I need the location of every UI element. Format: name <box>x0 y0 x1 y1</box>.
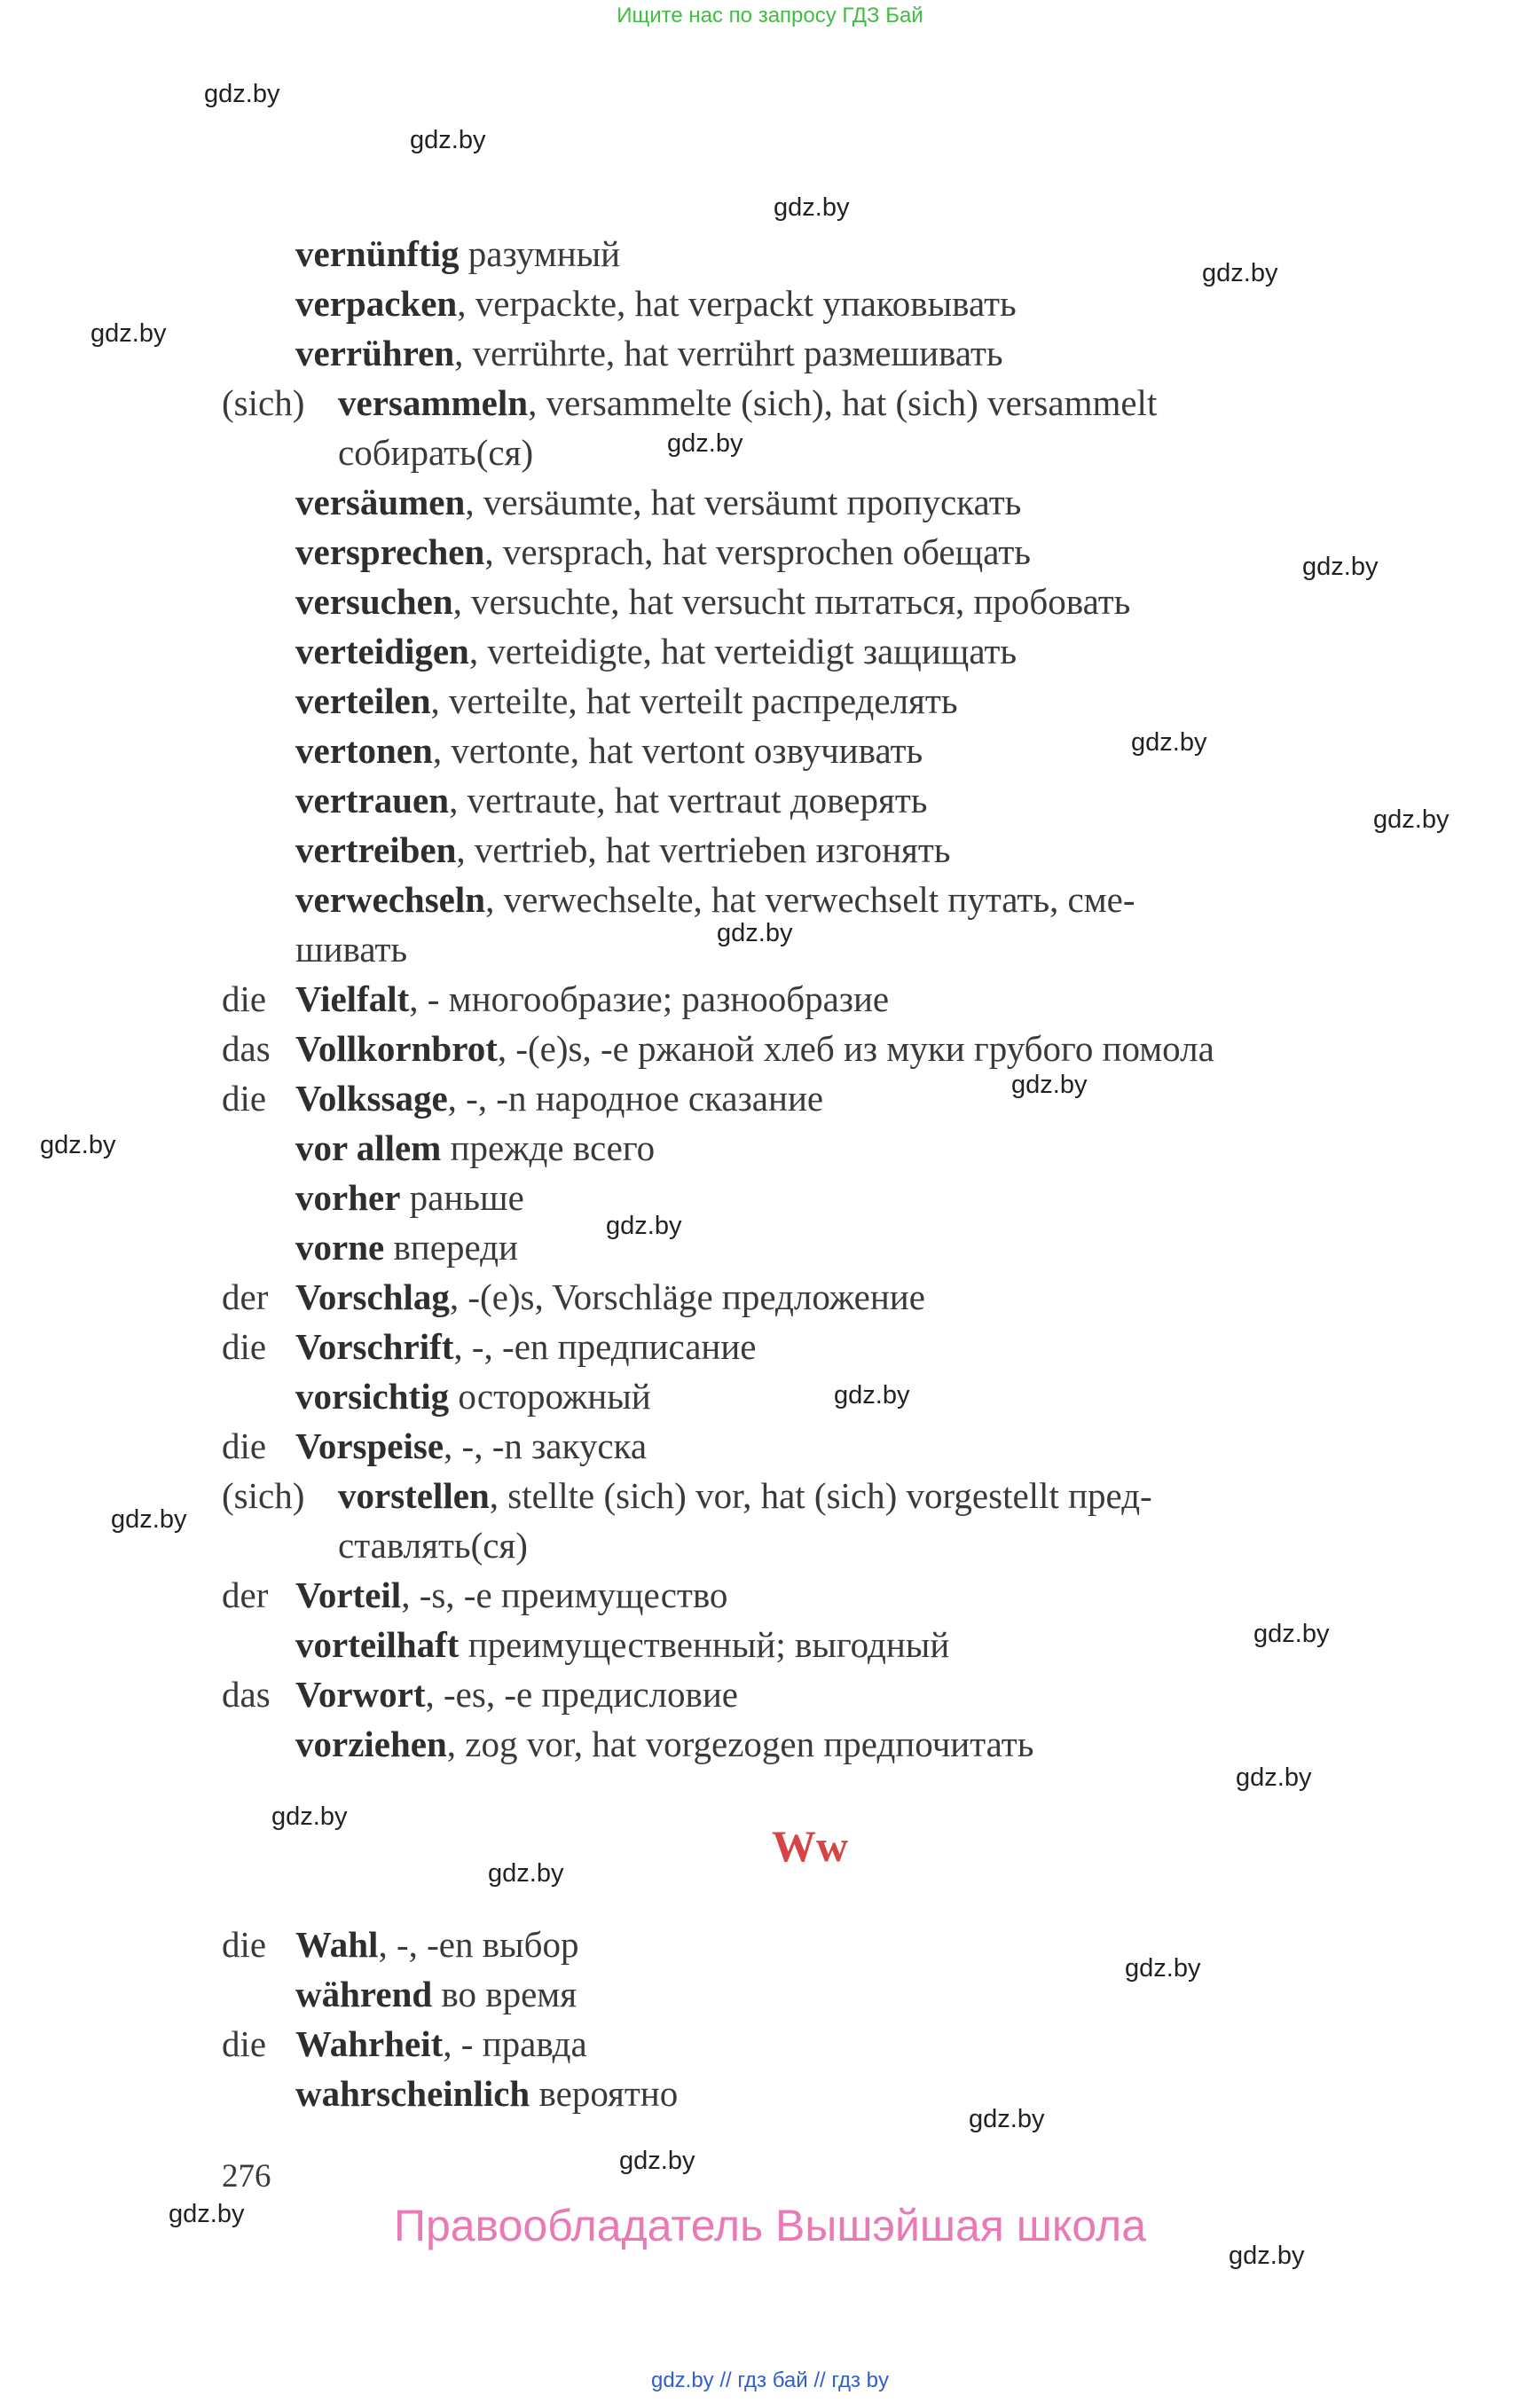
entry-word: Vorschrift <box>295 1326 454 1367</box>
entry-word: Vorwort <box>295 1674 426 1715</box>
watermark: gdz.by <box>1131 728 1207 757</box>
watermark: gdz.by <box>774 193 850 222</box>
entry-definition: , -, -en выбор <box>378 1924 579 1965</box>
dictionary-entry <box>0 1371 1540 1421</box>
dictionary-entry <box>0 1322 1540 1371</box>
entry-definition: собирать(ся) <box>338 432 534 473</box>
entry-definition: , vertonte, hat vertont озвучивать <box>432 730 923 771</box>
entry-word: verteidigen <box>295 631 469 671</box>
dictionary-entry <box>0 279 1540 328</box>
watermark: gdz.by <box>1236 1763 1312 1792</box>
entry-definition: , - правда <box>443 2023 587 2064</box>
entry-word: während <box>295 1974 433 2014</box>
dictionary-entry <box>0 1620 1540 1669</box>
entry-word: vorher <box>295 1177 401 1218</box>
entry-word: Vorschlag <box>295 1276 450 1317</box>
dictionary-entry <box>0 875 1540 924</box>
entry-word: versprechen <box>295 531 485 572</box>
watermark: gdz.by <box>111 1505 187 1534</box>
entry-definition: , versäumte, hat versäumt пропускать <box>465 482 1022 522</box>
dictionary-entry <box>0 974 1540 1024</box>
page-number: 276 <box>222 2158 271 2195</box>
entry-article: die <box>222 978 267 1019</box>
dictionary-entry <box>0 1669 1540 1719</box>
footer-links[interactable]: gdz.by // гдз бай // гдз by <box>650 2368 890 2392</box>
dictionary-entry <box>0 1471 1540 1520</box>
watermark: gdz.by <box>1011 1071 1088 1099</box>
entry-definition: раньше <box>400 1177 524 1218</box>
entry-definition: , vertraute, hat vertraut доверять <box>449 780 928 821</box>
entry-definition: прежде всего <box>441 1127 656 1168</box>
watermark: gdz.by <box>488 1859 564 1888</box>
dictionary-entry <box>0 527 1540 577</box>
entry-definition: , verteilte, hat verteilt распределять <box>430 680 958 721</box>
watermark: gdz.by <box>969 2105 1045 2133</box>
dictionary-entry <box>0 1719 1540 1769</box>
entry-word: Vollkornbrot <box>295 1028 498 1069</box>
watermark: gdz.by <box>1125 1954 1201 1983</box>
entry-definition: шивать <box>295 929 408 970</box>
entry-article: der <box>222 1276 269 1317</box>
watermark: gdz.by <box>1302 553 1379 581</box>
entry-definition: , - многообразие; разнообразие <box>409 978 890 1019</box>
entry-word: versäumen <box>295 482 466 522</box>
entry-word: Vorteil <box>295 1575 402 1615</box>
entry-word: Wahl <box>295 1924 379 1965</box>
entry-definition: , verteidigte, hat verteidigt защищать <box>468 631 1018 671</box>
entry-word: Volkssage <box>295 1078 448 1119</box>
entry-word: vernünftig <box>295 233 460 274</box>
dictionary-entry <box>0 626 1540 676</box>
entry-definition: , versuchte, hat versucht пытаться, пробовать <box>452 581 1131 622</box>
watermark: gdz.by <box>204 80 280 108</box>
entry-definition: , -, -en предписание <box>453 1326 757 1367</box>
dictionary-entry <box>0 1024 1540 1073</box>
dictionary-entry <box>0 775 1540 825</box>
entry-definition: , -es, -e предисловие <box>425 1674 738 1715</box>
entry-word: Vielfalt <box>295 978 410 1019</box>
watermark: gdz.by <box>271 1802 348 1831</box>
watermark: gdz.by <box>1373 805 1450 834</box>
dictionary-entry <box>0 1421 1540 1471</box>
entry-definition: , -, -n народное сказание <box>447 1078 824 1119</box>
entry-word: verrühren <box>295 333 455 373</box>
dictionary-entry <box>0 477 1540 527</box>
dictionary-entry <box>0 378 1540 428</box>
entry-definition: разумный <box>459 233 621 274</box>
copyright-notice: Правообладатель Вышэйшая школа <box>394 2201 1146 2250</box>
entry-definition: , verrührte, hat verrührt размешивать <box>454 333 1003 373</box>
entry-definition: , versprach, hat versprochen обещать <box>484 531 1031 572</box>
dictionary-entry <box>0 229 1540 279</box>
watermark: gdz.by <box>667 429 743 458</box>
dictionary-entry <box>0 2069 1540 2118</box>
entry-word: wahrscheinlich <box>295 2073 530 2114</box>
entry-word: vertrauen <box>295 780 450 821</box>
dictionary-entry-continuation <box>0 428 1540 477</box>
watermark: gdz.by <box>90 319 167 348</box>
watermark: gdz.by <box>1202 259 1278 287</box>
entry-article: die <box>222 1425 267 1466</box>
entry-definition: , vertrieb, hat vertrieben изгонять <box>456 829 951 870</box>
entry-definition: впереди <box>384 1227 518 1268</box>
entry-article: die <box>222 1924 267 1965</box>
entry-article: die <box>222 2023 267 2064</box>
top-note: Ищите нас по запросу ГДЗ Бай <box>617 4 923 27</box>
watermark: gdz.by <box>606 1212 682 1240</box>
entry-word: Wahrheit <box>295 2023 444 2064</box>
entry-article: der <box>222 1575 269 1615</box>
dictionary-entry <box>0 676 1540 726</box>
watermark: gdz.by <box>834 1381 910 1410</box>
entry-article: die <box>222 1078 267 1119</box>
entry-article: die <box>222 1326 267 1367</box>
entry-definition: , verpackte, hat verpackt упаковывать <box>457 283 1017 324</box>
dictionary-entry <box>0 726 1540 775</box>
entry-article: (sich) <box>222 382 305 423</box>
dictionary-entry-continuation <box>0 1520 1540 1570</box>
entry-definition: , -s, -e преимущество <box>401 1575 728 1615</box>
entry-word: verteilen <box>295 680 431 721</box>
dictionary-entry <box>0 1920 1540 1969</box>
entry-word: vorteilhaft <box>295 1624 460 1665</box>
entry-article: das <box>222 1028 271 1069</box>
entry-article: das <box>222 1674 271 1715</box>
dictionary-entry <box>0 1073 1540 1123</box>
entry-definition: , -(e)s, -e ржаной хлеб из муки грубого помола <box>497 1028 1214 1069</box>
entry-definition: вероятно <box>530 2073 679 2114</box>
dictionary-entry <box>0 825 1540 875</box>
entry-word: vorstellen <box>338 1475 490 1516</box>
watermark: gdz.by <box>40 1131 116 1159</box>
entry-word: vertonen <box>295 730 433 771</box>
entry-word: vor allem <box>295 1127 442 1168</box>
watermark: gdz.by <box>619 2147 695 2175</box>
entry-word: vorziehen <box>295 1724 447 1764</box>
dictionary-entry <box>0 1222 1540 1272</box>
entry-word: vertreiben <box>295 829 457 870</box>
dictionary-entry <box>0 2019 1540 2069</box>
watermark: gdz.by <box>410 126 486 154</box>
dictionary-entry <box>0 1969 1540 2019</box>
entry-definition: во время <box>432 1974 578 2014</box>
entry-word: Vorspeise <box>295 1425 444 1466</box>
entry-word: versuchen <box>295 581 453 622</box>
dictionary-entry <box>0 1173 1540 1222</box>
entry-definition: , -, -n закуска <box>444 1425 648 1466</box>
entry-definition: , versammelte (sich), hat (sich) versammelt <box>528 382 1158 423</box>
entry-article: (sich) <box>222 1475 305 1516</box>
entry-definition: , stellte (sich) vor, hat (sich) vorgestellt пред- <box>489 1475 1152 1516</box>
entry-word: versammeln <box>338 382 529 423</box>
entry-word: verwechseln <box>295 879 486 920</box>
watermark: gdz.by <box>1253 1620 1330 1648</box>
entry-definition: , verwechselte, hat verwechselt путать, сме- <box>485 879 1135 920</box>
entry-definition: , -(e)s, Vorschläge предложение <box>449 1276 925 1317</box>
dictionary-entry <box>0 577 1540 626</box>
section-letter: Ww <box>772 1821 849 1871</box>
entry-word: verpacken <box>295 283 458 324</box>
entry-word: vorne <box>295 1227 385 1268</box>
dictionary-entry <box>0 1272 1540 1322</box>
dictionary-entry <box>0 1123 1540 1173</box>
watermark: gdz.by <box>1229 2242 1305 2270</box>
entry-word: vorsichtig <box>295 1376 450 1417</box>
dictionary-entry <box>0 1570 1540 1620</box>
entry-definition: осторожный <box>449 1376 651 1417</box>
entry-definition: ставлять(ся) <box>338 1525 528 1566</box>
watermark: gdz.by <box>169 2200 245 2228</box>
dictionary-entry <box>0 328 1540 378</box>
watermark: gdz.by <box>717 919 793 947</box>
dictionary-entry-continuation <box>0 924 1540 974</box>
entry-definition: преимущественный; выгодный <box>459 1624 950 1665</box>
entry-definition: , zog vor, hat vorgezogen предпочитать <box>446 1724 1034 1764</box>
